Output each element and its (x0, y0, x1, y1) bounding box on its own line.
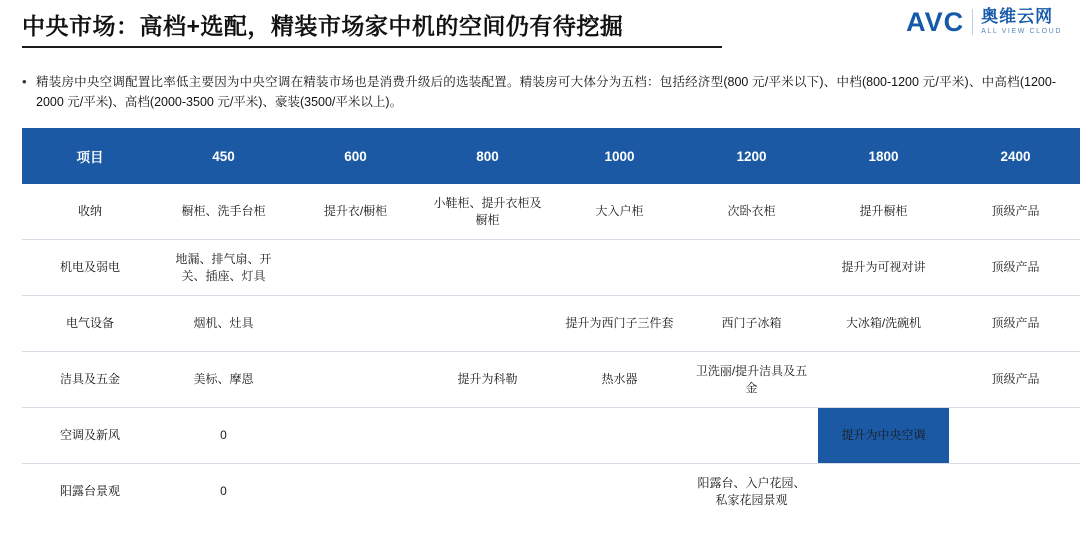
column-header-5: 1200 (686, 129, 818, 184)
cell (950, 408, 1080, 464)
bullet-body-text: 精装房中央空调配置比率低主要因为中央空调在精装市场也是消费升级后的选装配置。精装房可大体分为五档：包括经济型(800 元/平米以下)、中档(800-1200 元/平米)、中高档(1200-2000 元/平米)、高档(2000-3500 元/平米)、豪装(3500/平米以上)。 (36, 75, 1056, 109)
configuration-matrix-table (22, 128, 1080, 520)
table-head (23, 129, 1080, 184)
cell (422, 464, 554, 520)
table-row (23, 296, 1080, 352)
matrix-table-container (22, 128, 1058, 520)
cell: 顶级产品 (950, 352, 1080, 408)
slide-header (0, 0, 1080, 58)
cell (290, 408, 422, 464)
column-header-6: 1800 (818, 129, 950, 184)
logo-english-name: ALL VIEW CLOUD (981, 28, 1062, 36)
cell: 顶级产品 (950, 296, 1080, 352)
column-header-1: 450 (158, 129, 290, 184)
column-header-7: 2400 (950, 129, 1080, 184)
cell: 美标、摩恩 (158, 352, 290, 408)
cell: 热水器 (554, 352, 686, 408)
logo-divider (972, 9, 973, 35)
cell (818, 464, 950, 520)
title-underline (22, 46, 722, 48)
cell: 提升衣/橱柜 (290, 184, 422, 240)
bullet-paragraph (22, 72, 1056, 112)
cell-highlighted: 提升为中央空调 (818, 408, 950, 464)
row-label: 收纳 (23, 184, 158, 240)
cell: 次卧衣柜 (686, 184, 818, 240)
cell (422, 296, 554, 352)
cell (554, 240, 686, 296)
cell (422, 240, 554, 296)
cell: 提升为科勒 (422, 352, 554, 408)
column-header-4: 1000 (554, 129, 686, 184)
cell: 顶级产品 (950, 240, 1080, 296)
cell: 提升为西门子三件套 (554, 296, 686, 352)
cell: 0 (158, 464, 290, 520)
column-header-3: 800 (422, 129, 554, 184)
cell: 提升橱柜 (818, 184, 950, 240)
cell: 大冰箱/洗碗机 (818, 296, 950, 352)
logo-text-block (981, 8, 1062, 35)
row-label: 机电及弱电 (23, 240, 158, 296)
cell (554, 408, 686, 464)
row-label: 洁具及五金 (23, 352, 158, 408)
cell (290, 352, 422, 408)
row-label: 空调及新风 (23, 408, 158, 464)
table-row (23, 352, 1080, 408)
table-header-row (23, 129, 1080, 184)
cell: 顶级产品 (950, 184, 1080, 240)
cell: 大入户柜 (554, 184, 686, 240)
cell (950, 464, 1080, 520)
cell: 橱柜、洗手台柜 (158, 184, 290, 240)
cell (554, 464, 686, 520)
table-row (23, 240, 1080, 296)
table-body (23, 184, 1080, 520)
avc-logo (906, 8, 1062, 36)
column-header-2: 600 (290, 129, 422, 184)
logo-mark-text: AVC (906, 7, 965, 37)
bullet-marker: • (22, 74, 27, 89)
cell: 阳露台、入户花园、私家花园景观 (686, 464, 818, 520)
table-row (23, 464, 1080, 520)
logo-chinese-name: 奥维云网 (981, 7, 1054, 27)
cell (686, 240, 818, 296)
cell: 西门子冰箱 (686, 296, 818, 352)
cell (290, 296, 422, 352)
cell (290, 464, 422, 520)
cell: 地漏、排气扇、开关、插座、灯具 (158, 240, 290, 296)
page-title: 中央市场：高档+选配，精装市场家中机的空间仍有待挖掘 (22, 13, 624, 39)
cell (422, 408, 554, 464)
row-label: 阳露台景观 (23, 464, 158, 520)
cell (290, 240, 422, 296)
cell (686, 408, 818, 464)
row-label: 电气设备 (23, 296, 158, 352)
cell (818, 352, 950, 408)
column-header-0: 项目 (23, 129, 158, 184)
cell: 提升为可视对讲 (818, 240, 950, 296)
table-row (23, 408, 1080, 464)
cell: 小鞋柜、提升衣柜及橱柜 (422, 184, 554, 240)
cell: 卫洗丽/提升洁具及五金 (686, 352, 818, 408)
cell: 烟机、灶具 (158, 296, 290, 352)
cell: 0 (158, 408, 290, 464)
table-row (23, 184, 1080, 240)
